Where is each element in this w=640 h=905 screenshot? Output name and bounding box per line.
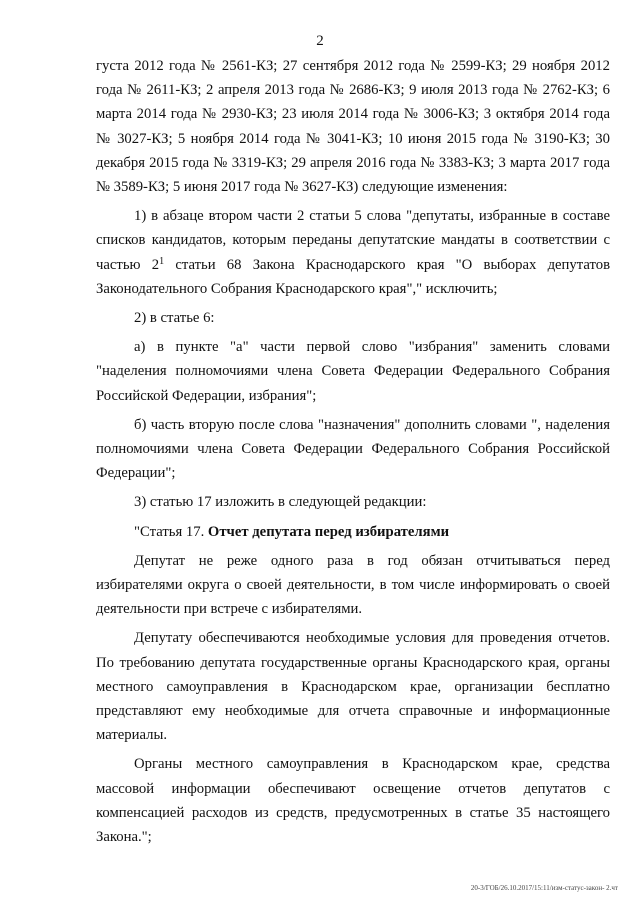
article-17-heading	[96, 520, 610, 544]
item1-text: 1) в абзаце втором части 2 статьи 5 слова "депутаты, избранные в составе списков кандидатов, которым переданы депутатские мандаты в соответствии с частью 2	[96, 208, 610, 273]
paragraph-item-2b: б) часть вторую после слова "назначения" дополнить словами ", наделения полномочиями члена Совета Федерации Федерального Собрания Российской Федерации";	[96, 416, 610, 482]
document-body	[96, 54, 610, 849]
article-17-prefix: "Статья 17.	[134, 523, 208, 540]
page-number: 2	[316, 33, 324, 49]
paragraph-article-17-part-1: Депутат не реже одного раза в год обязан отчитываться перед избирателями округа о своей деятельности, в том числе информировать о своей деятельности при встрече с избирателями.	[96, 552, 610, 618]
paragraph-amendments-list: густа 2012 года № 2561-КЗ; 27 сентября 2012 года № 2599-КЗ; 29 ноября 2012 года № 2611-КЗ; 2 апреля 2013 года № 2686-КЗ; 9 июля 2013 года № 2762-КЗ; 6 марта 2014 года № 2930-КЗ; 23 июля 2014 года № 3006-КЗ; 3 октября 2014 года № 3027-КЗ; 5 ноября 2014 года № 3041-КЗ; 10 июня 2015 года № 3190-КЗ; 30 декабря 2015 года № 3319-КЗ; 29 апреля 2016 года № 3383-КЗ; 3 марта 2017 года № 3589-КЗ; 5 июня 2017 года № 3627-КЗ) следующие изменения:	[96, 58, 610, 196]
item1-superscript: 1	[159, 255, 165, 267]
paragraph-article-17-part-2: Депутату обеспечиваются необходимые условия для проведения отчетов. По требованию депутата государственные органы Краснодарского края, органы местного самоуправления в Краснодарском крае, организации бесплатно представляют ему необходимые для отчета справочные и информационные материалы.	[96, 630, 610, 744]
article-17-title: Отчет депутата перед избирателями	[207, 523, 450, 540]
paragraph-article-17-part-3: Органы местного самоуправления в Краснодарском крае, средства массовой информации обеспечивают освещение отчетов депутатов с компенсацией расходов из средств, предусмотренных в статье 35 настоящего Закона.";	[96, 756, 610, 846]
item1-text-cont: статьи 68 Закона Краснодарского края "О выборах депутатов Законодательного Собрания Краснодарского края"," исключить;	[96, 256, 611, 297]
paragraph-item-3: 3) статью 17 изложить в следующей редакции:	[134, 494, 427, 511]
footer-file-stamp: 20-3/ГОБ/26.10.2017/15:11/изм-статус-закон- 2.чт	[470, 884, 618, 892]
paragraph-item-2a: а) в пункте "а" части первой слово "избрания" заменить словами "наделения полномочиями члена Совета Федерации Федерального Собрания Российской Федерации, избрания";	[96, 339, 610, 404]
paragraph-item-1	[96, 204, 610, 301]
paragraph-item-2: 2) в статье 6:	[134, 310, 215, 327]
